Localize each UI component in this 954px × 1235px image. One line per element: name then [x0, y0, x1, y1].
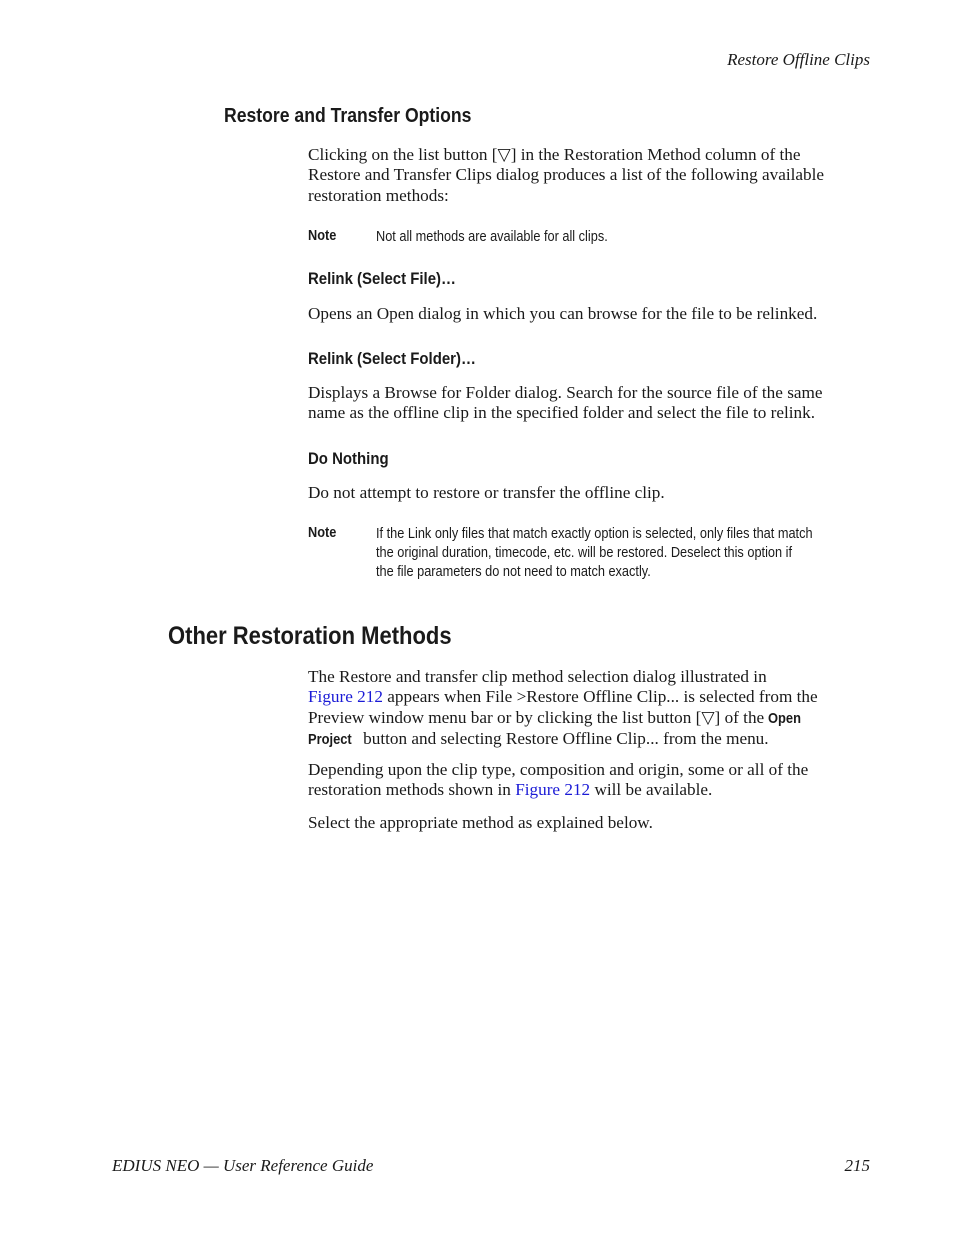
relink-file-paragraph [308, 304, 873, 324]
paragraph-line: The Restore and transfer clip method selection dialog illustrated in [308, 667, 767, 686]
note-label: Note [308, 524, 337, 541]
note-text [376, 227, 844, 246]
running-header: Restore Offline Clips [727, 50, 870, 69]
subheading-do-nothing: Do Nothing [308, 449, 389, 468]
page-number: 215 [844, 1156, 870, 1175]
note-line: the original duration, timecode, etc. will be restored. Deselect this option if [376, 544, 793, 561]
paragraph-line [308, 708, 873, 729]
section-heading-other-methods: Other Restoration Methods [168, 622, 452, 650]
note-line: Not all methods are available for all clips. [376, 228, 608, 245]
paragraph-line: Select the appropriate method as explained below. [308, 813, 653, 832]
intro-paragraph [308, 145, 873, 206]
other-methods-paragraph-2 [308, 760, 873, 801]
paragraph-text: appears when File >Restore Offline Clip... is selected from the [382, 687, 818, 707]
note-line: the file parameters do not need to match exactly. [376, 563, 651, 580]
paragraph-line [308, 780, 873, 800]
figure-212-link[interactable]: Figure 212 [308, 687, 383, 707]
open-project-term: Open [768, 709, 802, 727]
intro-line: restoration methods: [308, 185, 449, 205]
paragraph-text: will be available. [590, 780, 713, 800]
paragraph-line [308, 687, 873, 707]
note-text [376, 524, 844, 581]
subheading-relink-folder: Relink (Select Folder)… [308, 349, 476, 368]
paragraph-text: Preview window menu bar or by clicking the list button [▽] of the [308, 707, 769, 727]
other-methods-paragraph-3 [308, 813, 873, 833]
intro-line: Restore and Transfer Clips dialog produces a list of the following available [308, 165, 825, 185]
footer-title: EDIUS NEO — User Reference Guide [112, 1156, 374, 1175]
paragraph-line: Depending upon the clip type, composition and origin, some or all of the [308, 760, 809, 779]
paragraph-text: button and selecting Restore Offline Clip... from the menu. [358, 728, 769, 748]
do-nothing-paragraph [308, 483, 873, 503]
paragraph-line [308, 729, 873, 750]
open-project-term: Project [308, 730, 352, 748]
note-label: Note [308, 227, 337, 244]
section-heading-restore-transfer: Restore and Transfer Options [224, 105, 472, 127]
relink-folder-line: name as the offline clip in the specified folder and select the file to relink. [308, 403, 816, 423]
intro-line: Clicking on the list button [▽] in the Restoration Method column of the [308, 145, 801, 164]
relink-folder-paragraph [308, 383, 873, 424]
do-nothing-line: Do not attempt to restore or transfer the offline clip. [308, 483, 665, 502]
other-methods-paragraph-1 [308, 667, 873, 750]
subheading-relink-file: Relink (Select File)… [308, 269, 456, 288]
relink-folder-line: Displays a Browse for Folder dialog. Search for the source file of the same [308, 383, 823, 402]
note-line: If the Link only files that match exactly option is selected, only files that match [376, 525, 813, 542]
paragraph-text: restoration methods shown in [308, 780, 516, 800]
figure-212-link[interactable]: Figure 212 [515, 780, 591, 800]
relink-file-line: Opens an Open dialog in which you can browse for the file to be relinked. [308, 304, 818, 323]
